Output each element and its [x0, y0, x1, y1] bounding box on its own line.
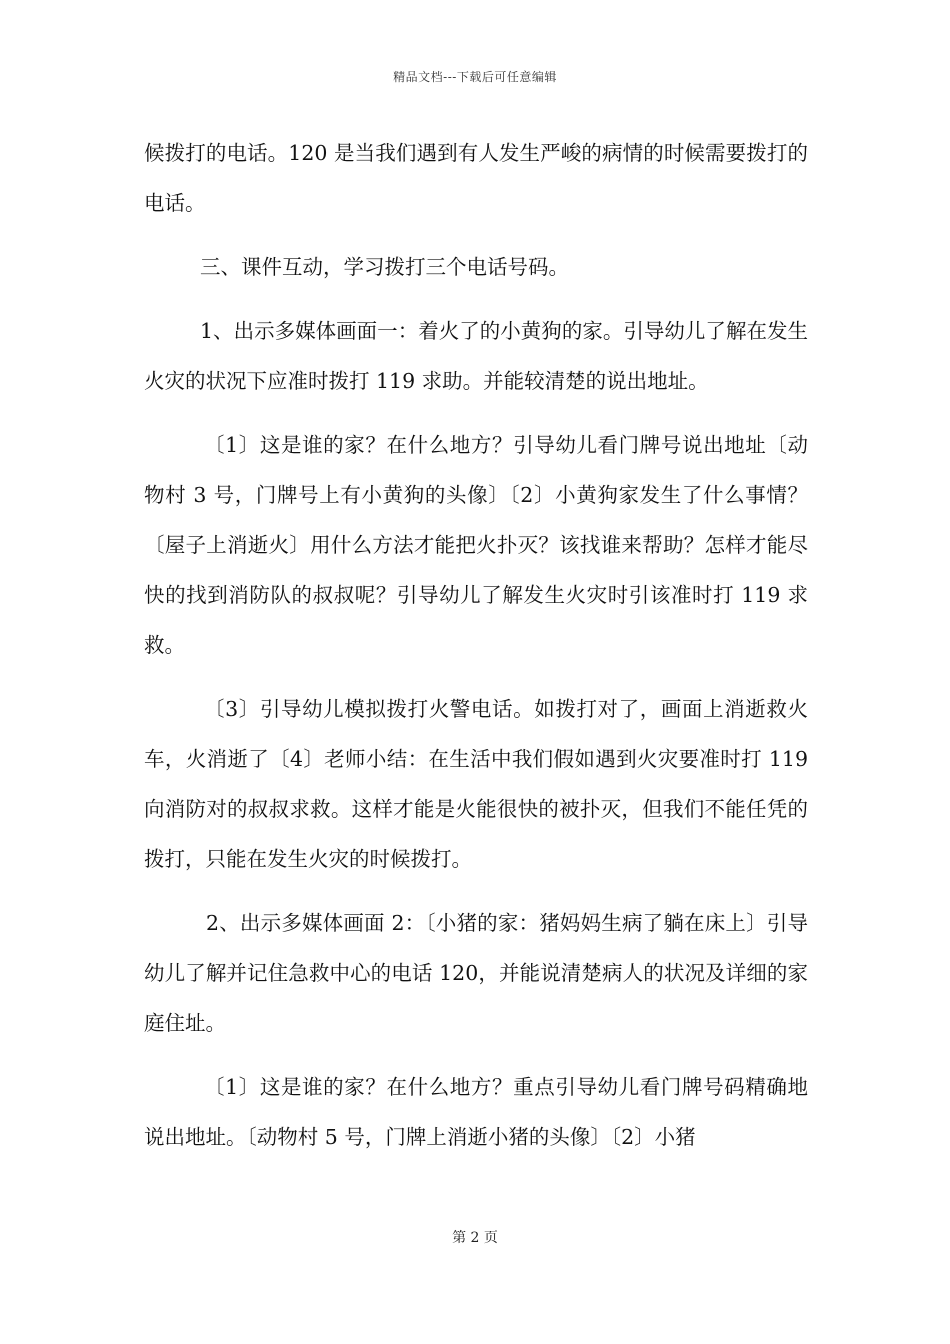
section-heading: 三、课件互动，学习拨打三个电话号码。 [200, 255, 569, 279]
paragraph-item-1: 1、出示多媒体画面一：着火了的小黄狗的家。引导幼儿了解在发生火灾的状况下应准时拨打 119 求助。并能较清楚的说出地址。 [144, 319, 808, 393]
paragraph-item-1-sub-3: 〔3〕引导幼儿模拟拨打火警电话。如拨打对了，画面上消逝救火车，火消逝了〔4〕老师小结：在生活中我们假如遇到火灾要准时打 119 向消防对的叔叔求救。这样才能是火能很快的被扑灭，但我们不能任凭的拨打，只能在发生火灾的时候拨打。 [144, 697, 808, 871]
paragraph-item-2: 2、出示多媒体画面 2：〔小猪的家：猪妈妈生病了躺在床上〕引导幼儿了解并记住急救中心的电话 120，并能说清楚病人的状况及详细的家庭住址。 [144, 911, 808, 1035]
page-header: 精品文档---下载后可任意编辑 [393, 70, 557, 84]
document-body [144, 128, 808, 1176]
paragraph-continuation: 候拨打的电话。120 是当我们遇到有人发生严峻的病情的时候需要拨打的电话。 [144, 141, 808, 215]
page-number: 第 2 页 [452, 1230, 498, 1246]
paragraph-item-1-sub-1: 〔1〕这是谁的家？在什么地方？引导幼儿看门牌号说出地址〔动物村 3 号，门牌号上有小黄狗的头像〕〔2〕小黄狗家发生了什么事情？〔屋子上消逝火〕用什么方法才能把火扑灭？该找谁来帮助？怎样才能尽快的找到消防队的叔叔呢？引导幼儿了解发生火灾时引该准时打 119 求救。 [144, 433, 808, 657]
paragraph-item-2-sub-1: 〔1〕这是谁的家？在什么地方？重点引导幼儿看门牌号码精确地说出地址。〔动物村 5 号，门牌上消逝小猪的头像〕〔2〕小猪 [144, 1075, 808, 1149]
